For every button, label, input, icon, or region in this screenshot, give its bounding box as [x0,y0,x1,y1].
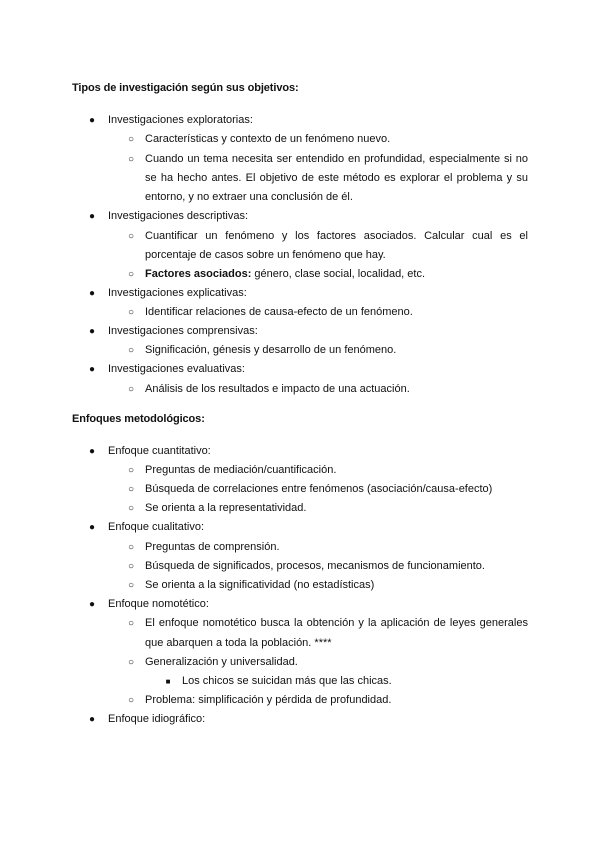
sub-item: Significación, génesis y desarrollo de un fenómeno. [145,344,397,356]
list-item-idiografico: Enfoque idiográfico: [108,713,206,725]
sub-item: Identificar relaciones de causa-efecto de un fenómeno. [145,306,413,318]
sub-item: Búsqueda de significados, procesos, mecanismos de funcionamiento. [145,560,485,572]
bullet-circle: ○ [127,384,135,395]
bullet-circle: ○ [127,154,135,165]
bullet-circle: ○ [127,580,135,591]
bullet-circle: ○ [127,542,135,553]
bullet-disc: ● [88,522,96,533]
list-item-evaluativas: Investigaciones evaluativas: [108,363,245,375]
sub-item-line: El enfoque nomotético busca la obtención y la aplicación de leyes generales [145,617,528,629]
bullet-circle: ○ [127,657,135,668]
sub-sub-item: Los chicos se suicidan más que las chicas. [182,675,392,687]
bullet-circle: ○ [127,134,135,145]
bullet-disc: ● [88,714,96,725]
bullet-circle: ○ [127,561,135,572]
sub-item-line: entorno, y no extraer una conclusión de él. [145,191,353,203]
bold-label: Factores asociados: [145,268,252,280]
bullet-disc: ● [88,446,96,457]
sub-item-line: Cuando un tema necesita ser entendido en profundidad, especialmente si no [145,153,528,165]
bullet-circle: ○ [127,695,135,706]
sub-item: Preguntas de comprensión. [145,541,280,553]
sub-item: Generalización y universalidad. [145,656,298,668]
bullet-circle: ○ [127,465,135,476]
bullet-disc: ● [88,599,96,610]
list-item-comprensivas: Investigaciones comprensivas: [108,325,258,337]
sub-item-line: porcentaje de casos sobre un fenómeno que hay. [145,249,386,261]
bullet-disc: ● [88,211,96,222]
bullet-circle: ○ [127,345,135,356]
bullet-circle: ○ [127,231,135,242]
bullet-circle: ○ [127,269,135,280]
sub-item: Problema: simplificación y pérdida de profundidad. [145,694,392,706]
bullet-square: ■ [165,677,171,686]
list-item-exploratorias: Investigaciones exploratorias: [108,114,253,126]
bullet-disc: ● [88,115,96,126]
sub-item-line: se ha hecho antes. El objetivo de este método es explorar el problema y su [145,172,528,184]
sub-item: Características y contexto de un fenómeno nuevo. [145,133,391,145]
sub-item: Se orienta a la representatividad. [145,502,307,514]
bullet-disc: ● [88,326,96,337]
list-item-explicativas: Investigaciones explicativas: [108,287,247,299]
section-heading-tipos: Tipos de investigación según sus objetivos: [72,82,299,94]
section-heading-enfoques: Enfoques metodológicos: [72,413,205,425]
bullet-circle: ○ [127,484,135,495]
sub-item: Se orienta a la significatividad (no estadísticas) [145,579,375,591]
list-item-nomotetico: Enfoque nomotético: [108,598,209,610]
bullet-disc: ● [88,288,96,299]
sub-item: Análisis de los resultados e impacto de una actuación. [145,383,410,395]
sub-item-text: género, clase social, localidad, etc. [251,268,426,280]
list-item-cualitativo: Enfoque cualitativo: [108,521,205,533]
sub-item-line: Cuantificar un fenómeno y los factores asociados. Calcular cual es el [145,230,528,242]
list-item-cuantitativo: Enfoque cuantitativo: [108,445,211,457]
list-item-descriptivas: Investigaciones descriptivas: [108,210,249,222]
sub-item [145,265,425,284]
sub-item-line: que abarquen a toda la población. **** [145,637,332,649]
bullet-circle: ○ [127,503,135,514]
sub-item: Búsqueda de correlaciones entre fenómenos (asociación/causa-efecto) [145,483,493,495]
bullet-circle: ○ [127,618,135,629]
bullet-circle: ○ [127,307,135,318]
bullet-disc: ● [88,364,96,375]
sub-item: Preguntas de mediación/cuantificación. [145,464,337,476]
